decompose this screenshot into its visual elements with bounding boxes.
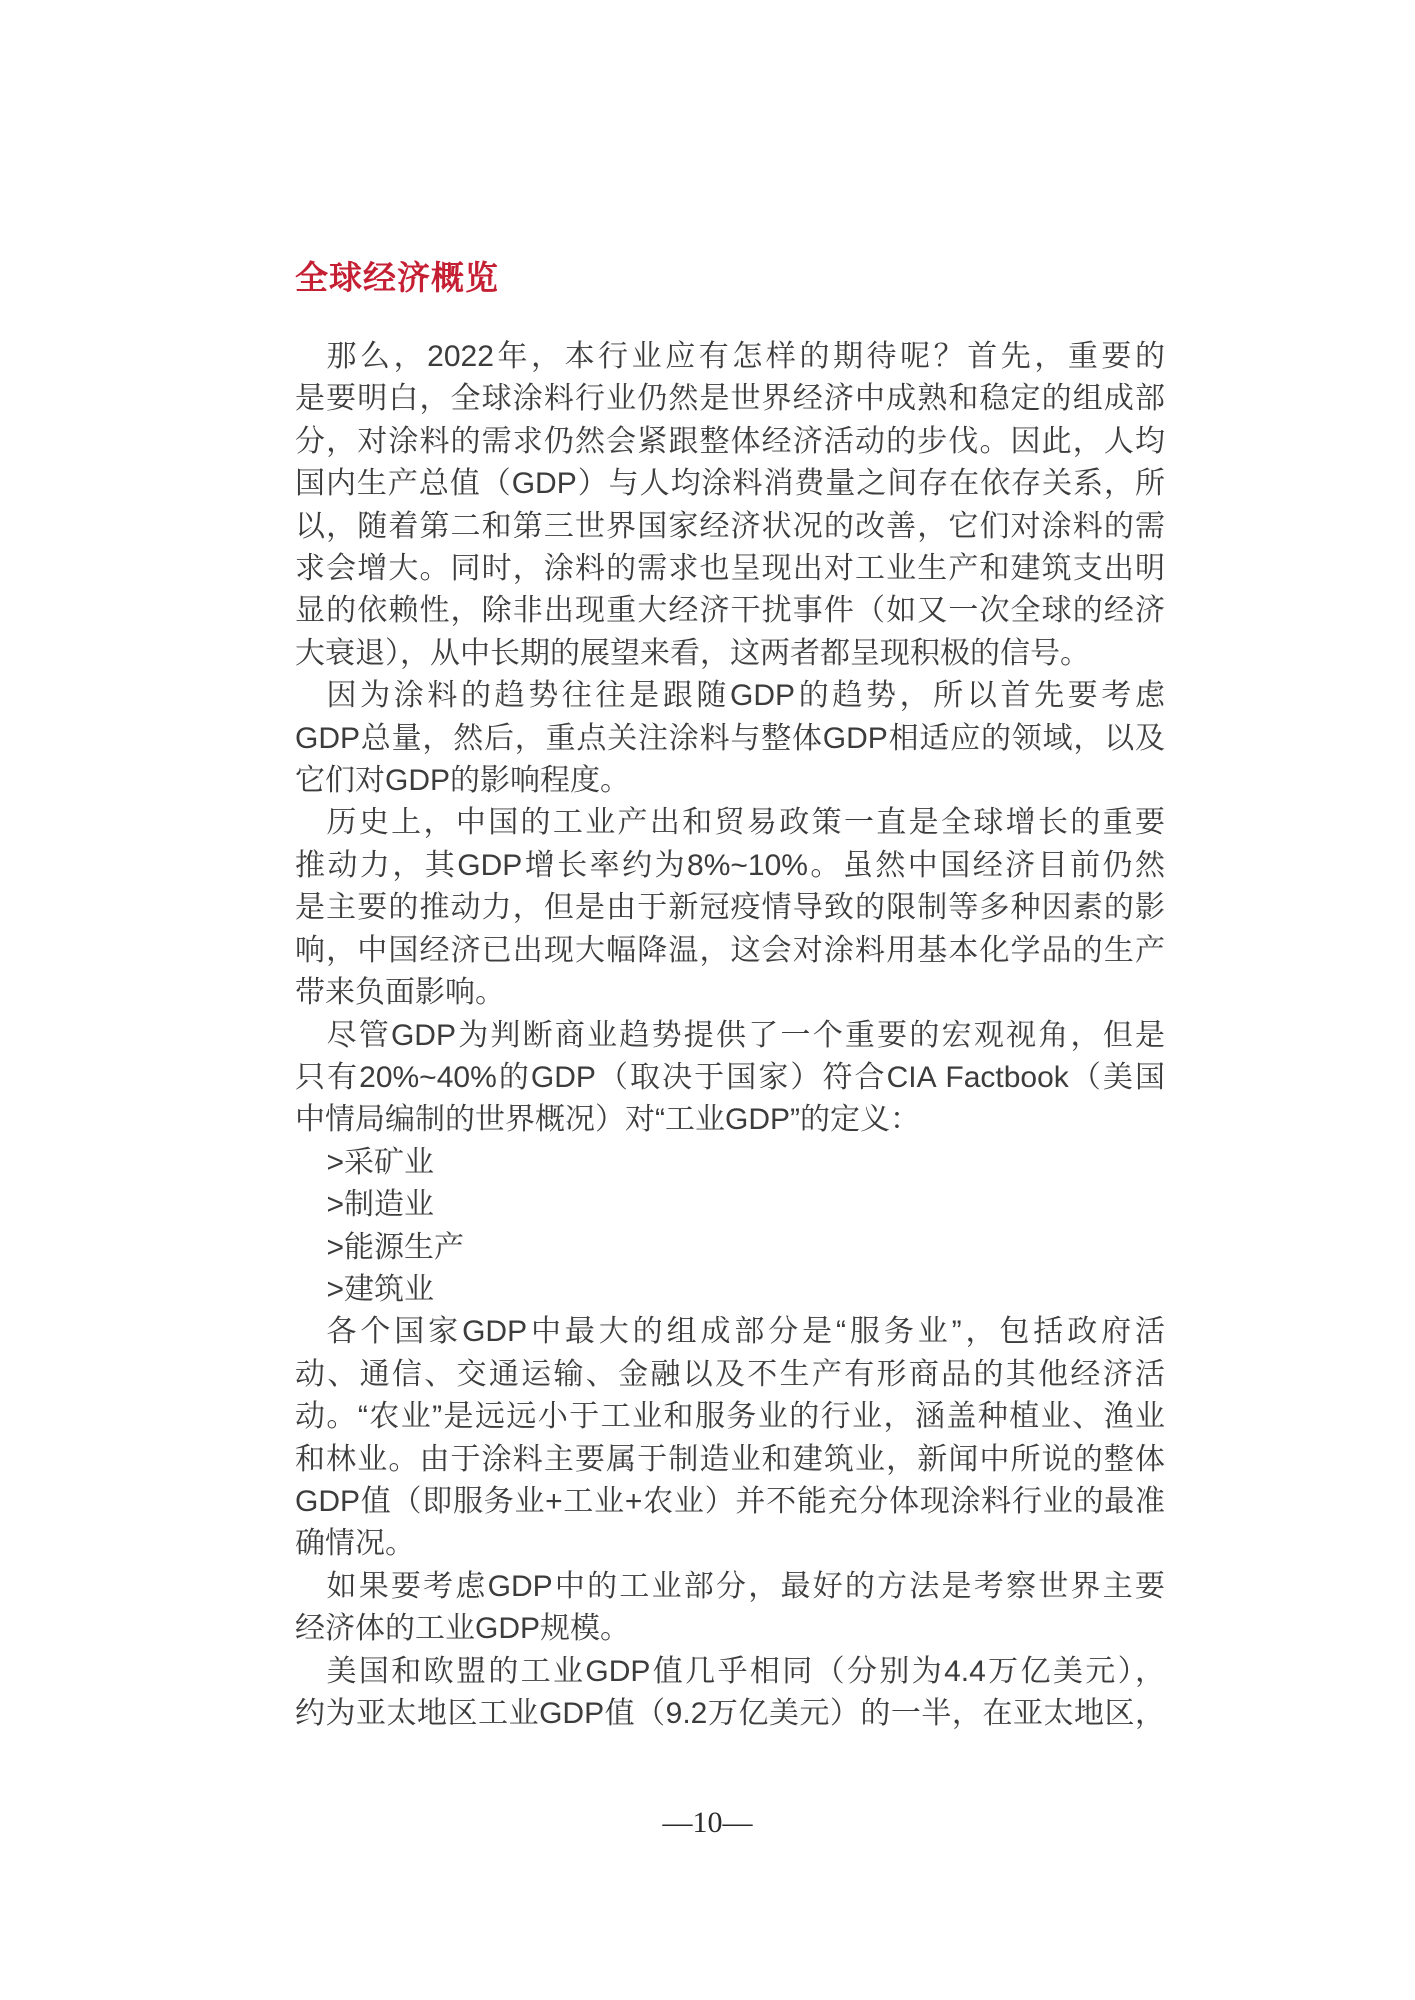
text-line: 各个国家GDP中最大的组成部分是“服务业”，包括政府活 (326, 1315, 1165, 1349)
text-column (295, 256, 1165, 1735)
section-heading: 全球经济概览 (295, 259, 499, 296)
text-line: 动。“农业”是远远小于工业和服务业的行业，涵盖种植业、渔业 (295, 1400, 1165, 1434)
text-line: GDP总量，然后，重点关注涂料与整体GDP相适应的领域，以及 (295, 721, 1165, 755)
text-line: >建筑业 (326, 1272, 435, 1306)
text-line: 大衰退），从中长期的展望来看，这两者都呈现积极的信号。 (295, 636, 1090, 670)
text-line: 带来负面影响。 (295, 976, 505, 1010)
text-line: 只有20%~40%的GDP（取决于国家）符合CIA Factbook（美国 (295, 1060, 1165, 1094)
paragraph-industry-expectation (295, 336, 1165, 675)
body-text (295, 336, 1165, 1735)
text-line: 显的依赖性，除非出现重大经济干扰事件（如又一次全球的经济 (295, 594, 1165, 628)
text-line: 中情局编制的世界概况）对“工业GDP”的定义： (295, 1103, 920, 1137)
text-line: 经济体的工业GDP规模。 (295, 1612, 631, 1646)
text-line: 推动力，其GDP增长率约为8%~10%。虽然中国经济目前仍然 (295, 848, 1165, 882)
text-line: 如果要考虑GDP中的工业部分，最好的方法是考察世界主要 (326, 1569, 1165, 1603)
text-line: 约为亚太地区工业GDP值（9.2万亿美元）的一半，在亚太地区， (295, 1697, 1165, 1730)
text-line: 国内生产总值（GDP）与人均涂料消费量之间存在依存关系，所 (295, 467, 1165, 501)
text-line: 求会增大。同时，涂料的需求也呈现出对工业生产和建筑支出明 (295, 552, 1165, 586)
paragraph-services-agriculture (295, 1311, 1165, 1565)
text-line: 动、通信、交通运输、金融以及不生产有形商品的其他经济活 (295, 1357, 1165, 1391)
text-line: 历史上，中国的工业产出和贸易政策一直是全球增长的重要 (326, 806, 1165, 840)
list-item-mining (295, 1142, 1165, 1184)
text-line: GDP值（即服务业+工业+农业）并不能充分体现涂料行业的最准 (295, 1484, 1165, 1518)
text-line: >能源生产 (326, 1230, 465, 1264)
paragraph-gdp-trend (295, 675, 1165, 802)
list-item-construction (295, 1269, 1165, 1311)
list-item-manufacturing (295, 1184, 1165, 1226)
paragraph-cia-factbook (295, 1015, 1165, 1142)
text-line: 因为涂料的趋势往往是跟随GDP的趋势，所以首先要考虑 (326, 679, 1165, 713)
paragraph-us-eu-apac (295, 1651, 1165, 1736)
text-line: 响，中国经济已出现大幅降温，这会对涂料用基本化学品的生产 (295, 933, 1165, 967)
text-line: 分，对涂料的需求仍然会紧跟整体经济活动的步伐。因此，人均 (295, 424, 1165, 458)
text-line: 是主要的推动力，但是由于新冠疫情导致的限制等多种因素的影 (295, 891, 1165, 925)
text-line: 尽管GDP为判断商业趋势提供了一个重要的宏观视角，但是 (326, 1018, 1165, 1052)
text-line: >采矿业 (326, 1145, 435, 1179)
text-line: 和林业。由于涂料主要属于制造业和建筑业，新闻中所说的整体 (295, 1442, 1165, 1476)
text-line: 确情况。 (295, 1527, 415, 1561)
text-line: 那么，2022年，本行业应有怎样的期待呢？首先，重要的 (326, 340, 1165, 373)
text-line: >制造业 (326, 1188, 435, 1222)
text-line: 是要明白，全球涂料行业仍然是世界经济中成熟和稳定的组成部 (295, 382, 1165, 416)
paragraph-china-industry (295, 802, 1165, 1014)
text-line: 它们对GDP的影响程度。 (295, 764, 631, 798)
list-item-energy (295, 1227, 1165, 1269)
page-number: —10— (662, 1806, 753, 1839)
paragraph-industrial-gdp-method (295, 1566, 1165, 1651)
text-line: 美国和欧盟的工业GDP值几乎相同（分别为4.4万亿美元）， (326, 1654, 1165, 1688)
text-line: 以，随着第二和第三世界国家经济状况的改善，它们对涂料的需 (295, 509, 1165, 543)
